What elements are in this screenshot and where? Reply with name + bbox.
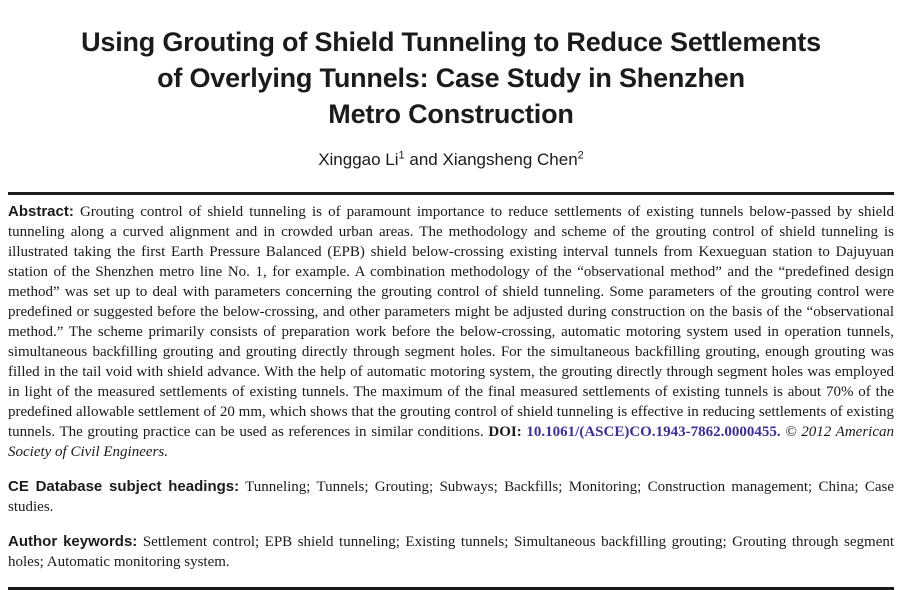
author-2-affiliation-superscript: 2 (577, 149, 584, 162)
author-keywords-label: Author keywords: (8, 533, 138, 551)
author-1-affiliation-superscript: 1 (398, 149, 405, 162)
subject-headings-list: Tunneling; Tunnels; Grouting; Subways; Backfills; Monitoring; Construction management; China; Case studies. (8, 479, 894, 516)
subject-headings-paragraph (8, 477, 894, 517)
top-divider-rule (8, 192, 894, 195)
author-keywords-paragraph (8, 532, 894, 572)
author-byline (8, 150, 894, 170)
paper-title (8, 24, 894, 132)
copyright-notice: © 2012 American Society of Civil Engineers. (8, 424, 894, 461)
subject-headings-label: CE Database subject headings: (8, 478, 240, 496)
author-connector: and (409, 150, 438, 170)
doi-link[interactable]: 10.1061/(ASCE)CO.1943-7862.0000455. (526, 424, 781, 441)
author-1-name: Xinggao Li (318, 150, 399, 170)
paper-title-line-3: Metro Construction (328, 99, 574, 130)
abstract-label: Abstract: (8, 203, 74, 221)
paper-title-line-2: of Overlying Tunnels: Case Study in Shenzhen (157, 63, 745, 94)
abstract-body-text: Grouting control of shield tunneling is of paramount importance to reduce settlements of existing tunnels below-passed by shield tunneling along a curved alignment and in crowded urban areas. The methodology and scheme of the grouting control of shield tunneling is illustrated taking the first Earth Pressure Balanced (EPB) shield below-crossing existing interval tunnels from Kexueguan station to Dajuyuan station of the Shenzhen metro line No. 1, for example. A combination methodology of the “observational method” and the “predefined design method” was set up to deal with parameters concerning the grouting control of shield tunneling. Some parameters of the grouting control were predefined or suggested before the below-crossing, and other parameters might be adjusted during construction on the basis of the “observational method.” The scheme primarily consists of preparation work before the below-crossing, automatic motoring system used in operation tunnels, simultaneous backfilling grouting and grouting directly through segment holes. For the simultaneous backfilling grouting, enough grouting was filled in the tail void with shield advance. With the help of automatic motoring system, the grouting directly through segment holes was employed in light of the measured settlements of existing tunnels. The maximum of the final measured settlements of existing tunnels is about 70% of the predefined allowable settlement of 20 mm, which shows that the grouting control of shield tunneling is effective in reducing settlements of existing tunnels. The grouting practice can be used as references in similar conditions. (8, 204, 895, 441)
author-2-name: Xiangsheng Chen (442, 150, 578, 170)
doi-label: DOI: (488, 424, 522, 441)
abstract-paragraph (8, 202, 894, 462)
paper-title-line-1: Using Grouting of Shield Tunneling to Reduce Settlements (81, 27, 821, 58)
author-keywords-list: Settlement control; EPB shield tunneling; Existing tunnels; Simultaneous backfilling grouting; Grouting through segment holes; Automatic monitoring system. (8, 534, 895, 571)
